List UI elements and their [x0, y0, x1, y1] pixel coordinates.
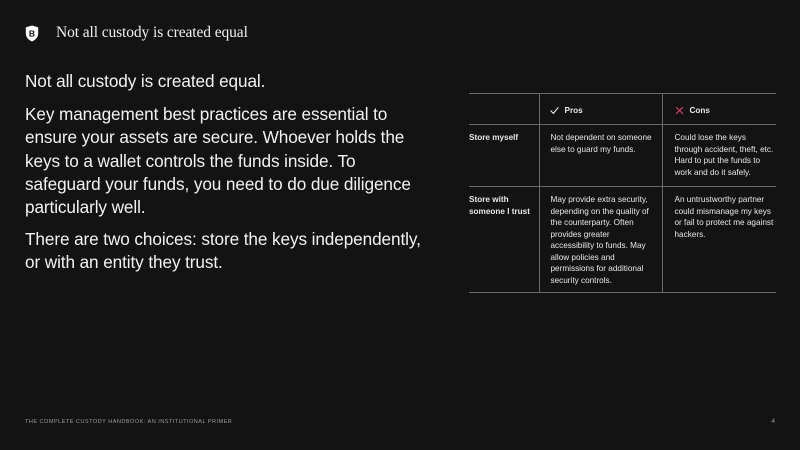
- row-label: Store myself: [469, 125, 539, 187]
- custody-comparison-table: [469, 93, 776, 293]
- cons-label: Cons: [689, 106, 710, 115]
- table-row: [469, 125, 776, 187]
- main-heading: Not all custody is created equal.: [25, 71, 266, 91]
- table-header-row: [469, 94, 776, 125]
- table-header-cons: [662, 94, 776, 125]
- page-number: 4: [771, 418, 775, 425]
- table-header-empty: [469, 94, 539, 125]
- header-title: Not all custody is created equal: [56, 24, 248, 41]
- footer-text: THE COMPLETE CUSTODY HANDBOOK: AN INSTITUTIONAL PRIMER: [25, 419, 233, 425]
- row-label: Store with someone I trust: [469, 187, 539, 293]
- shield-bitcoin-icon: [25, 25, 39, 42]
- paragraph-two-choices: There are two choices: store the keys independently, or with an entity they trust.: [25, 229, 421, 273]
- cons-cell: An untrustworthy partner could mismanage my keys or fail to protect me against hackers.: [662, 187, 776, 293]
- table-row: [469, 187, 776, 293]
- svg-text:B: B: [28, 28, 36, 39]
- pros-cell: May provide extra security, depending on the quality of the counterparty. Often provides greater accessibility to funds. May allow policies and permissions for additional security controls.: [539, 187, 662, 293]
- paragraph-key-management: Key management best practices are essential to ensure your assets are secure. Whoever holds the keys to a wallet controls the funds inside. To safeguard your funds, you need to do due diligence particularly well.: [25, 104, 411, 218]
- main-content: [25, 70, 425, 275]
- cons-cell: Could lose the keys through accident, theft, etc. Hard to put the funds to work and do it safely.: [662, 125, 776, 187]
- table-header-pros: [539, 94, 662, 125]
- check-icon: [550, 106, 559, 115]
- pros-label: Pros: [564, 106, 583, 115]
- x-icon: [675, 106, 684, 115]
- slide-header: [25, 23, 248, 43]
- pros-cell: Not dependent on someone else to guard my funds.: [539, 125, 662, 187]
